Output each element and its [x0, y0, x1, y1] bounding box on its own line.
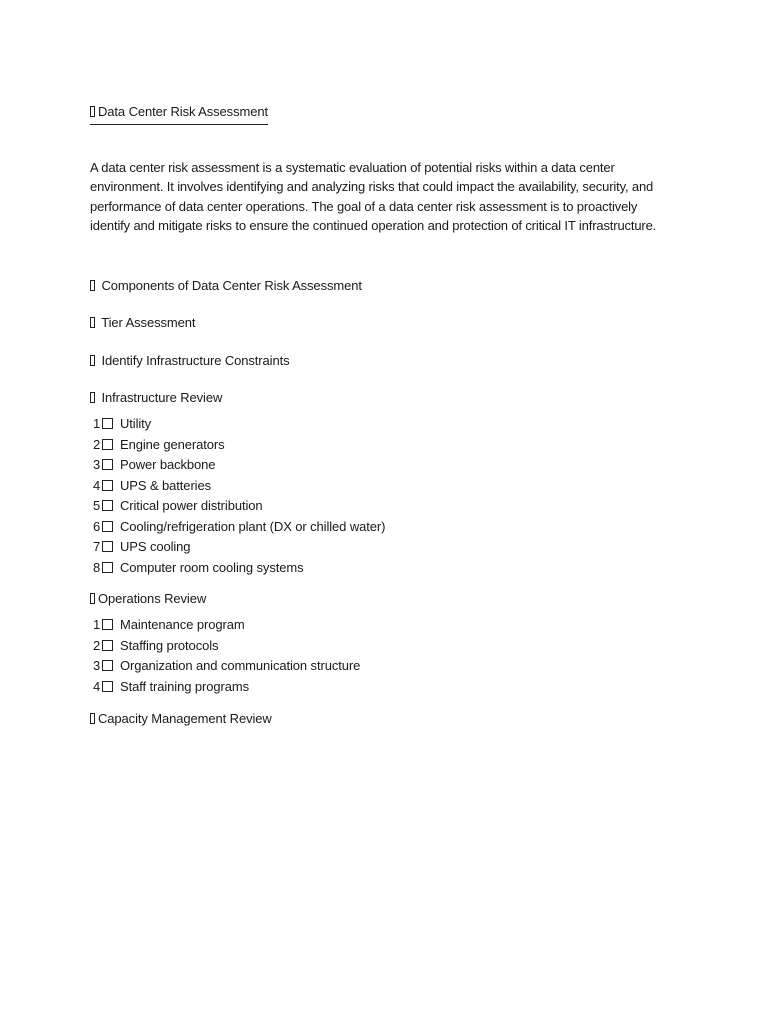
list-item: 4 Staff training programs [93, 678, 249, 694]
missing-glyph-icon [90, 355, 95, 366]
list-item: 1 Maintenance program [93, 617, 245, 632]
heading-capacity: Capacity Management Review [90, 711, 272, 726]
checkbox-icon[interactable] [102, 480, 113, 491]
list-item: 7 UPS cooling [93, 539, 191, 554]
heading-operations: Operations Review [90, 591, 206, 606]
missing-glyph-icon [90, 280, 95, 291]
checkbox-icon[interactable] [102, 541, 113, 552]
checkbox-icon[interactable] [102, 562, 113, 573]
infrastructure-list [93, 414, 385, 578]
checkbox-icon[interactable] [102, 640, 113, 651]
list-item: 3 Organization and communication structure [93, 658, 361, 673]
checkbox-icon[interactable] [102, 500, 113, 511]
intro-paragraph: A data center risk assessment is a systematic evaluation of potential risks within a data center environment. It involves identifying and analyzing risks that could impact the availability, security, and performance of data center operations. The goal of a data center risk assessment is to proactively identify and mitigate risks to ensure the continued operation and protection of critical IT infrastructure. [90, 160, 657, 233]
document-title: Data Center Risk Assessment [90, 104, 268, 125]
list-item: 2 Engine generators [93, 436, 225, 452]
list-item: 6 Cooling/refrigeration plant (DX or chilled water) [93, 518, 386, 534]
list-item: 8 Computer room cooling systems [93, 559, 304, 575]
checkbox-icon[interactable] [102, 459, 113, 470]
checkbox-icon[interactable] [102, 521, 113, 532]
heading-components: Components of Data Center Risk Assessment [90, 278, 362, 293]
list-item: 1 Utility [93, 416, 152, 431]
heading-infrastructure: Infrastructure Review [90, 390, 222, 405]
heading-constraints: Identify Infrastructure Constraints [90, 353, 290, 368]
checkbox-icon[interactable] [102, 660, 113, 671]
operations-list [93, 615, 360, 697]
list-item: 5 Critical power distribution [93, 498, 263, 513]
checkbox-icon[interactable] [102, 681, 113, 692]
checkbox-icon[interactable] [102, 439, 113, 450]
missing-glyph-icon [90, 593, 95, 604]
missing-glyph-icon [90, 106, 95, 117]
missing-glyph-icon [90, 392, 95, 403]
checkbox-icon[interactable] [102, 619, 113, 630]
checkbox-icon[interactable] [102, 418, 113, 429]
heading-tier: Tier Assessment [90, 315, 195, 330]
list-item: 3 Power backbone [93, 457, 216, 472]
missing-glyph-icon [90, 713, 95, 724]
list-item: 4 UPS & batteries [93, 477, 211, 493]
missing-glyph-icon [90, 317, 95, 328]
list-item: 2 Staffing protocols [93, 637, 219, 653]
